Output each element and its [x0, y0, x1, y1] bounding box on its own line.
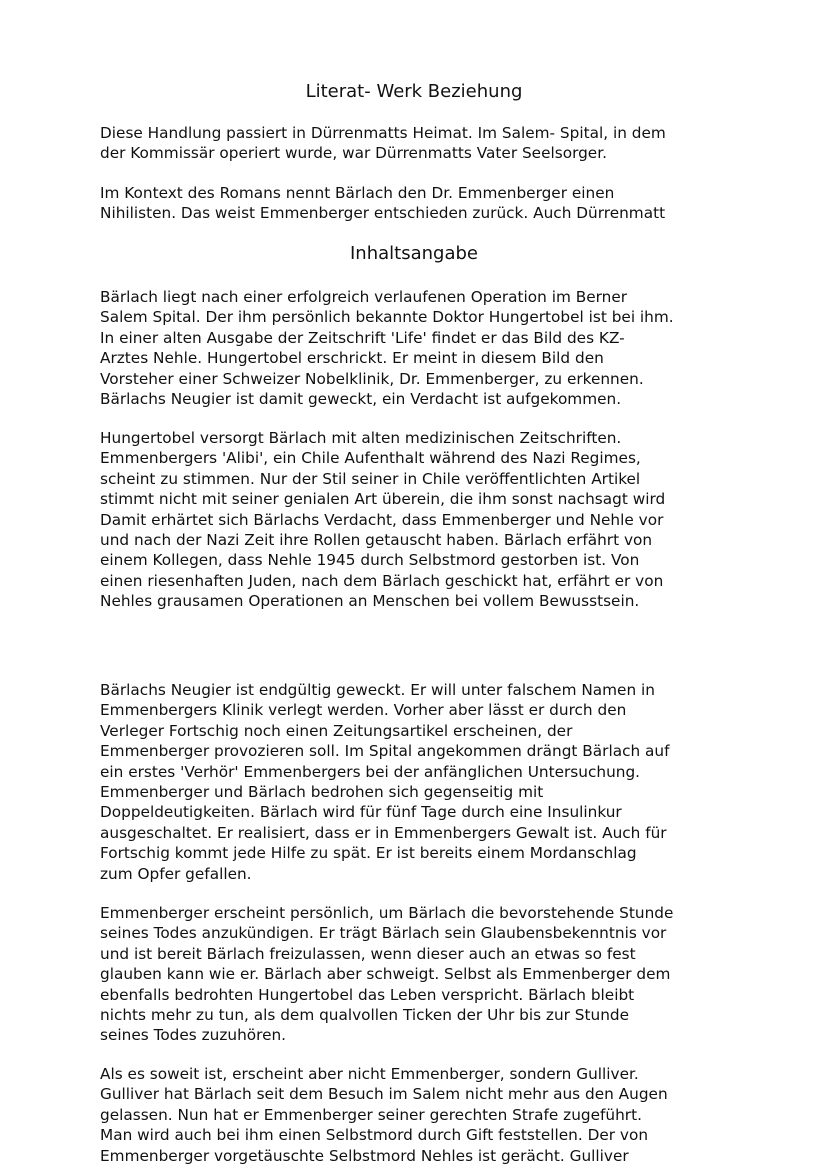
text-line: und ist bereit Bärlach freizulassen, wenn dieser auch an etwas so fest [100, 944, 636, 963]
text-line: Im Kontext des Romans nennt Bärlach den Dr. Emmenberger einen [100, 184, 615, 202]
text-line: Bärlach liegt nach einer erfolgreich verlaufenen Operation im Berner [100, 288, 628, 306]
text-line: Doppeldeutigkeiten. Bärlach wird für fünf Tage durch eine Insulinkur [100, 803, 622, 822]
text-line: und nach der Nazi Zeit ihre Rollen getauscht haben. Bärlach erfährt von [100, 531, 653, 550]
text-line: gelassen. Nun hat er Emmenberger seiner gerechten Strafe zugeführt. [100, 1105, 642, 1124]
text-line: Als es soweit ist, erscheint aber nicht Emmenberger, sondern Gulliver. [100, 1065, 639, 1083]
text-line: nichts mehr zu tun, als dem qualvollen Ticken der Uhr bis zur Stunde [100, 1006, 630, 1025]
text-line: zum Opfer gefallen. [100, 864, 252, 883]
text-line: Salem Spital. Der ihm persönlich bekannte Doktor Hungertobel ist bei ihm. [100, 308, 674, 327]
paragraph-todesstunde [100, 903, 780, 1046]
paragraph-operation [100, 287, 780, 409]
text-line: Bärlachs Neugier ist damit geweckt, ein Verdacht ist aufgekommen. [100, 390, 622, 409]
text-line: Emmenberger provozieren soll. Im Spital angekommen drängt Bärlach auf [100, 742, 670, 761]
paragraph-heimat [100, 123, 780, 164]
text-line: Gulliver hat Bärlach seit dem Besuch im Salem nicht mehr aus den Augen [100, 1085, 668, 1104]
text-line: Arztes Nehle. Hungertobel erschrickt. Er meint in diesem Bild den [100, 349, 604, 368]
text-line: glauben kann wie er. Bärlach aber schweigt. Selbst als Emmenberger dem [100, 965, 671, 984]
paragraph-zeitschriften [100, 428, 780, 612]
text-line: ebenfalls bedrohten Hungertobel das Leben verspricht. Bärlach bleibt [100, 985, 635, 1004]
text-line: Damit erhärtet sich Bärlachs Verdacht, dass Emmenberger und Nehle vor [100, 510, 664, 529]
paragraph-klinik [100, 680, 780, 884]
text-line: seines Todes zuzuhören. [100, 1026, 287, 1045]
text-line: Nehles grausamen Operationen an Menschen bei vollem Bewusstsein. [100, 592, 640, 611]
text-line: ausgeschaltet. Er realisiert, dass er in Emmenbergers Gewalt ist. Auch für [100, 823, 667, 842]
text-line: Emmenberger erscheint persönlich, um Bärlach die bevorstehende Stunde [100, 904, 674, 922]
heading-inhaltsangabe: Inhaltsangabe [350, 243, 478, 264]
text-line: Verleger Fortschig noch einen Zeitungsartikel erscheinen, der [100, 721, 573, 740]
text-line: Nihilisten. Das weist Emmenberger entschieden zurück. Auch Dürrenmatt [100, 204, 666, 223]
text-line: der Kommissär operiert wurde, war Dürrenmatts Vater Seelsorger. [100, 144, 607, 163]
paragraph-nihilist [100, 183, 780, 224]
text-line: ein erstes 'Verhör' Emmenbergers bei der anfänglichen Untersuchung. [100, 762, 641, 781]
text-line: Bärlachs Neugier ist endgültig geweckt. Er will unter falschem Namen in [100, 681, 655, 699]
text-line: Vorsteher einer Schweizer Nobelklinik, Dr. Emmenberger, zu erkennen. [100, 369, 644, 388]
text-line: scheint zu stimmen. Nur der Stil seiner in Chile veröffentlichten Artikel [100, 469, 641, 488]
paragraph-gulliver [100, 1064, 780, 1166]
text-line: stimmt nicht mit seiner genialen Art überein, die ihm sonst nachsagt wird [100, 490, 666, 509]
text-line: Emmenbergers Klinik verlegt werden. Vorher aber lässt er durch den [100, 701, 627, 720]
heading-literat-werk-beziehung: Literat- Werk Beziehung [305, 81, 523, 102]
text-line: In einer alten Ausgabe der Zeitschrift 'Life' findet er das Bild des KZ- [100, 328, 625, 347]
text-line: Hungertobel versorgt Bärlach mit alten medizinischen Zeitschriften. [100, 429, 622, 447]
text-line: Fortschig kommt jede Hilfe zu spät. Er ist bereits einem Mordanschlag [100, 844, 637, 863]
text-line: Emmenberger vorgetäuschte Selbstmord Nehles ist gerächt. Gulliver [100, 1146, 629, 1165]
text-line: einem Kollegen, dass Nehle 1945 durch Selbstmord gestorben ist. Von [100, 551, 640, 570]
text-line: Emmenbergers 'Alibi', ein Chile Aufenthalt während des Nazi Regimes, [100, 449, 641, 468]
text-line: Emmenberger und Bärlach bedrohen sich gegenseitig mit [100, 783, 544, 802]
text-line: einen riesenhaften Juden, nach dem Bärlach geschickt hat, erfährt er von [100, 571, 664, 590]
text-line: seines Todes anzukündigen. Er trägt Bärlach sein Glaubensbekenntnis vor [100, 924, 667, 943]
text-line: Diese Handlung passiert in Dürrenmatts Heimat. Im Salem- Spital, in dem [100, 124, 666, 142]
text-line: Man wird auch bei ihm einen Selbstmord durch Gift feststellen. Der von [100, 1126, 649, 1145]
